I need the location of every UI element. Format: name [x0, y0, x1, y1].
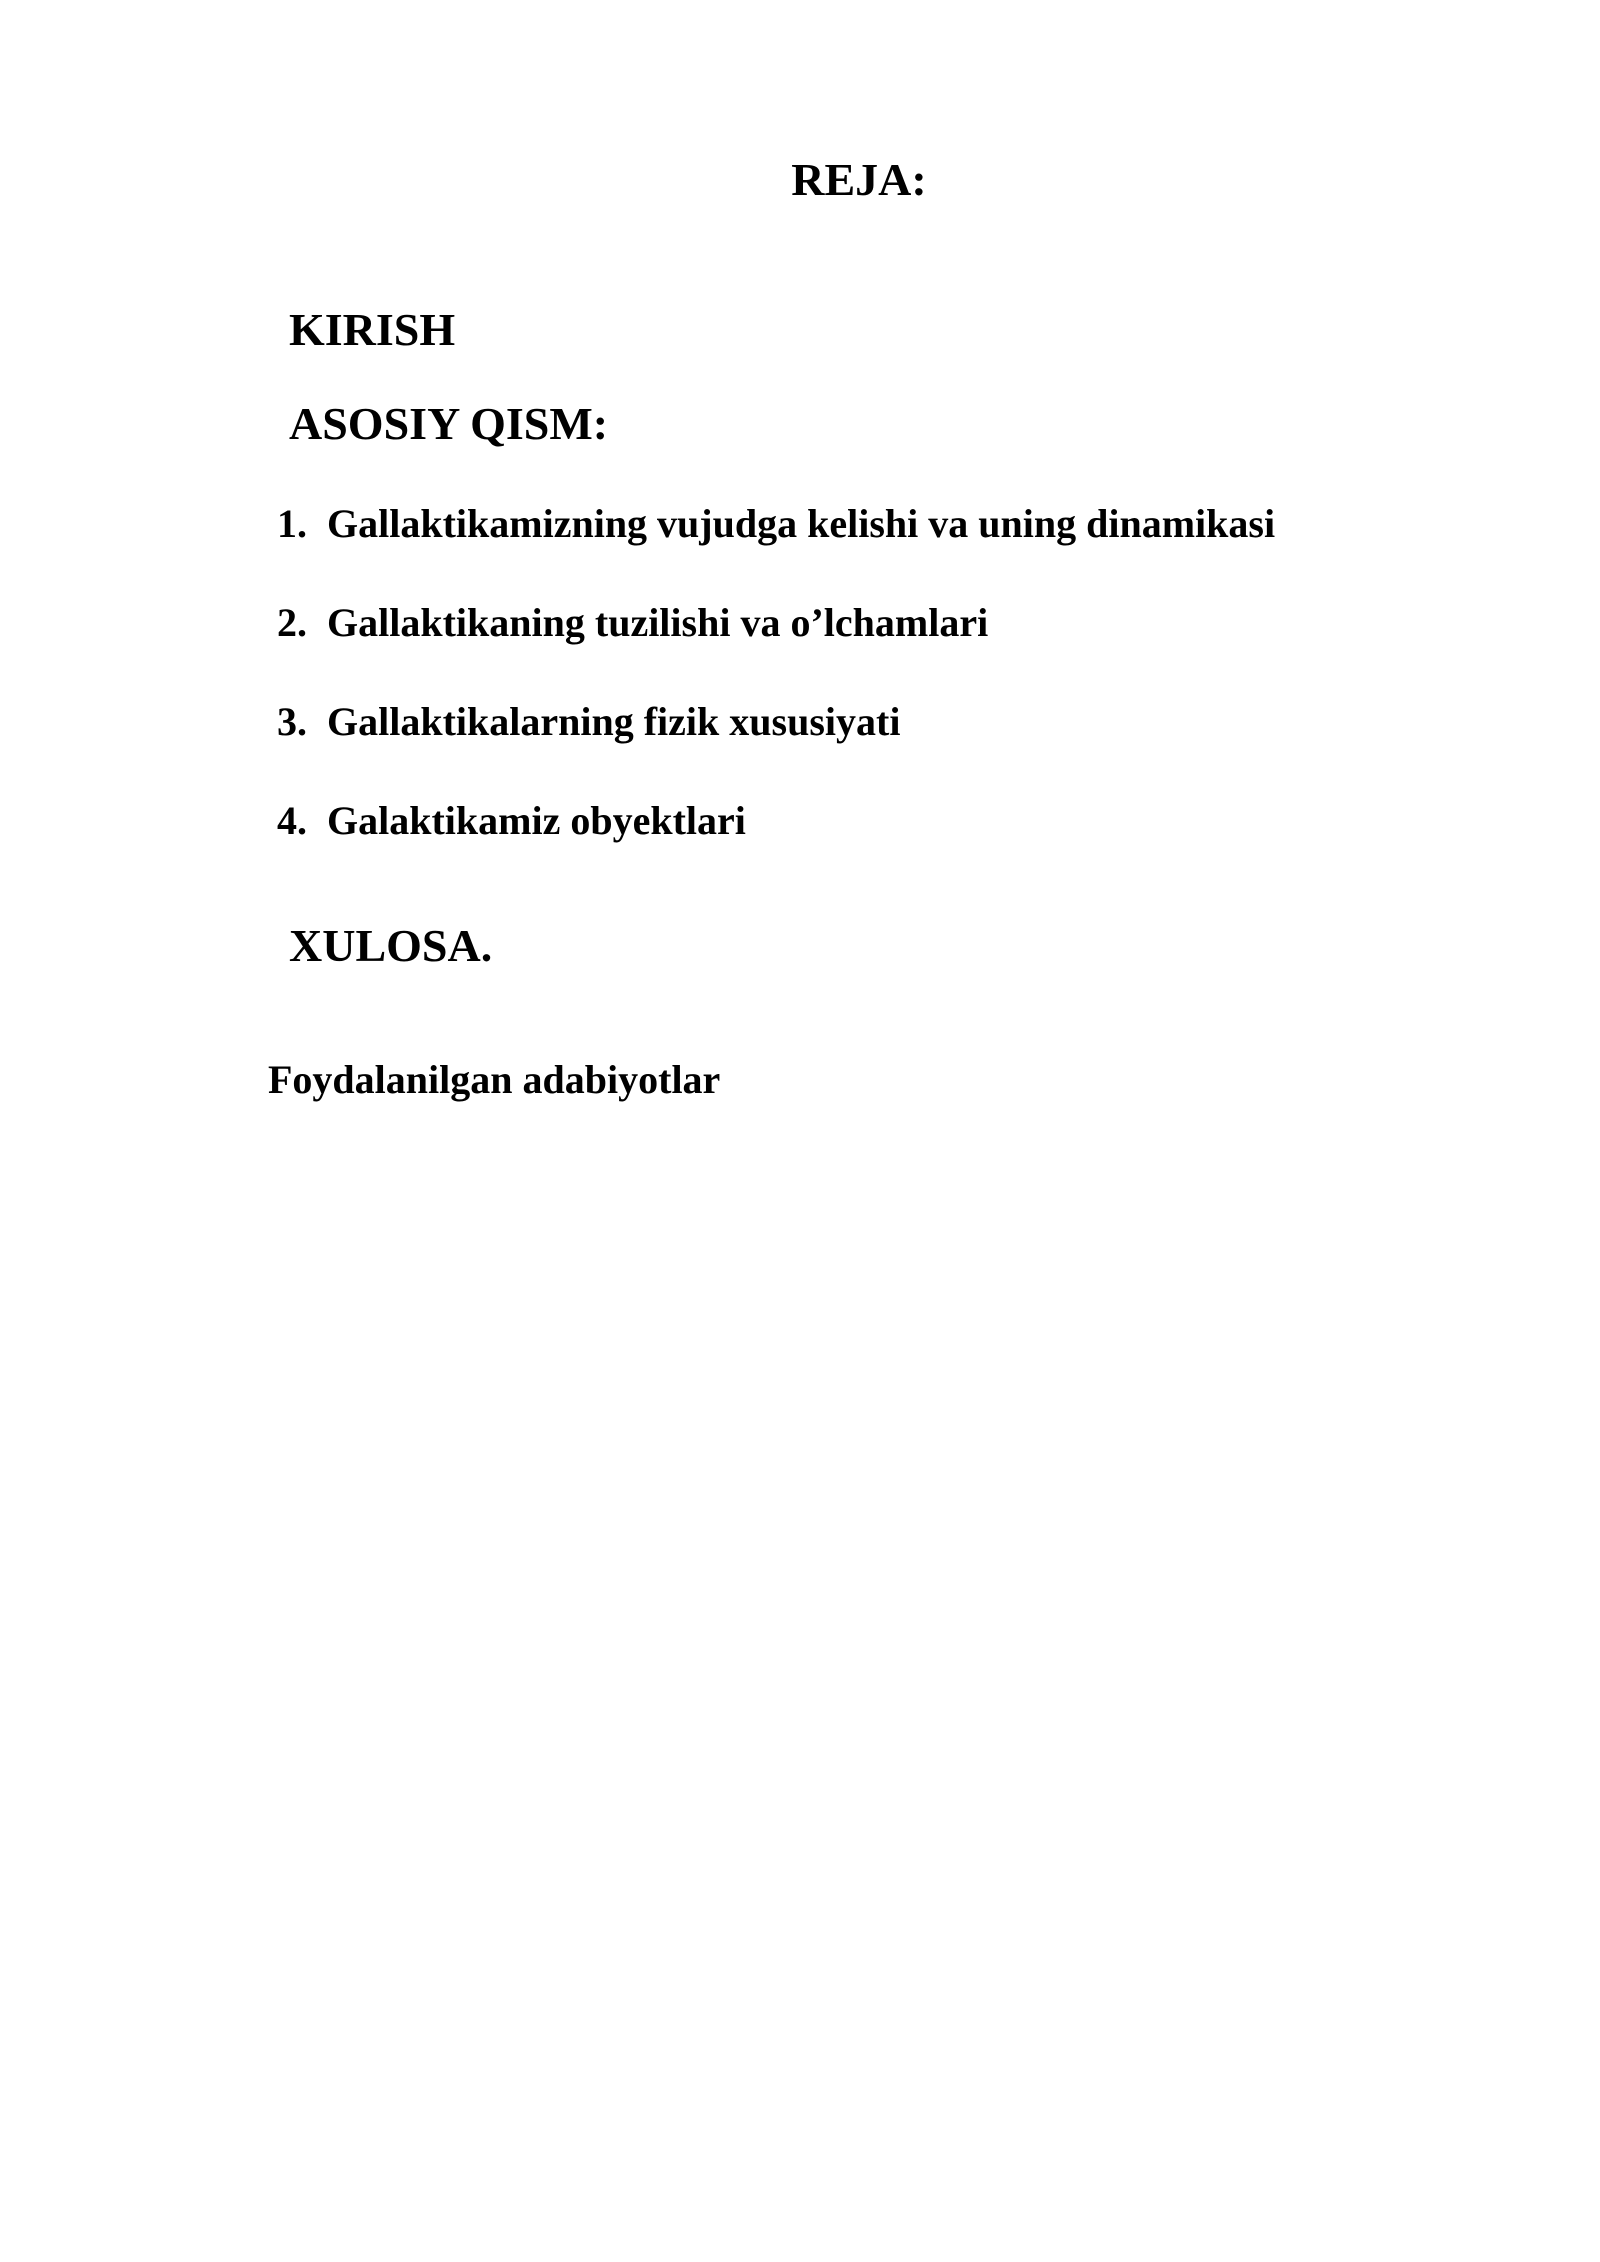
page-title: REJA:	[791, 154, 927, 205]
plan-item-number: 3.	[277, 699, 307, 744]
plan-item-text: Gallaktikamizning vujudga kelishi va uning dinamikasi	[327, 501, 1276, 546]
plan-item-text: Gallaktikaning tuzilishi va o’lchamlari	[327, 600, 989, 645]
section-main-part: ASOSIY QISM:	[289, 398, 609, 449]
plan-list-item	[277, 496, 1275, 595]
plan-item-text: Galaktikamiz obyektlari	[327, 798, 746, 843]
plan-item-number: 2.	[277, 600, 307, 645]
references-heading: Foydalanilgan adabiyotlar	[268, 1057, 721, 1102]
plan-list-item	[277, 595, 1275, 694]
plan-item-number: 1.	[277, 501, 307, 546]
section-conclusion: XULOSA.	[289, 920, 493, 971]
section-intro: KIRISH	[289, 304, 456, 355]
plan-item-text: Gallaktikalarning fizik xususiyati	[327, 699, 901, 744]
plan-item-number: 4.	[277, 798, 307, 843]
plan-list-item	[277, 694, 1275, 793]
plan-list	[277, 496, 1275, 892]
plan-list-item	[277, 793, 1275, 892]
